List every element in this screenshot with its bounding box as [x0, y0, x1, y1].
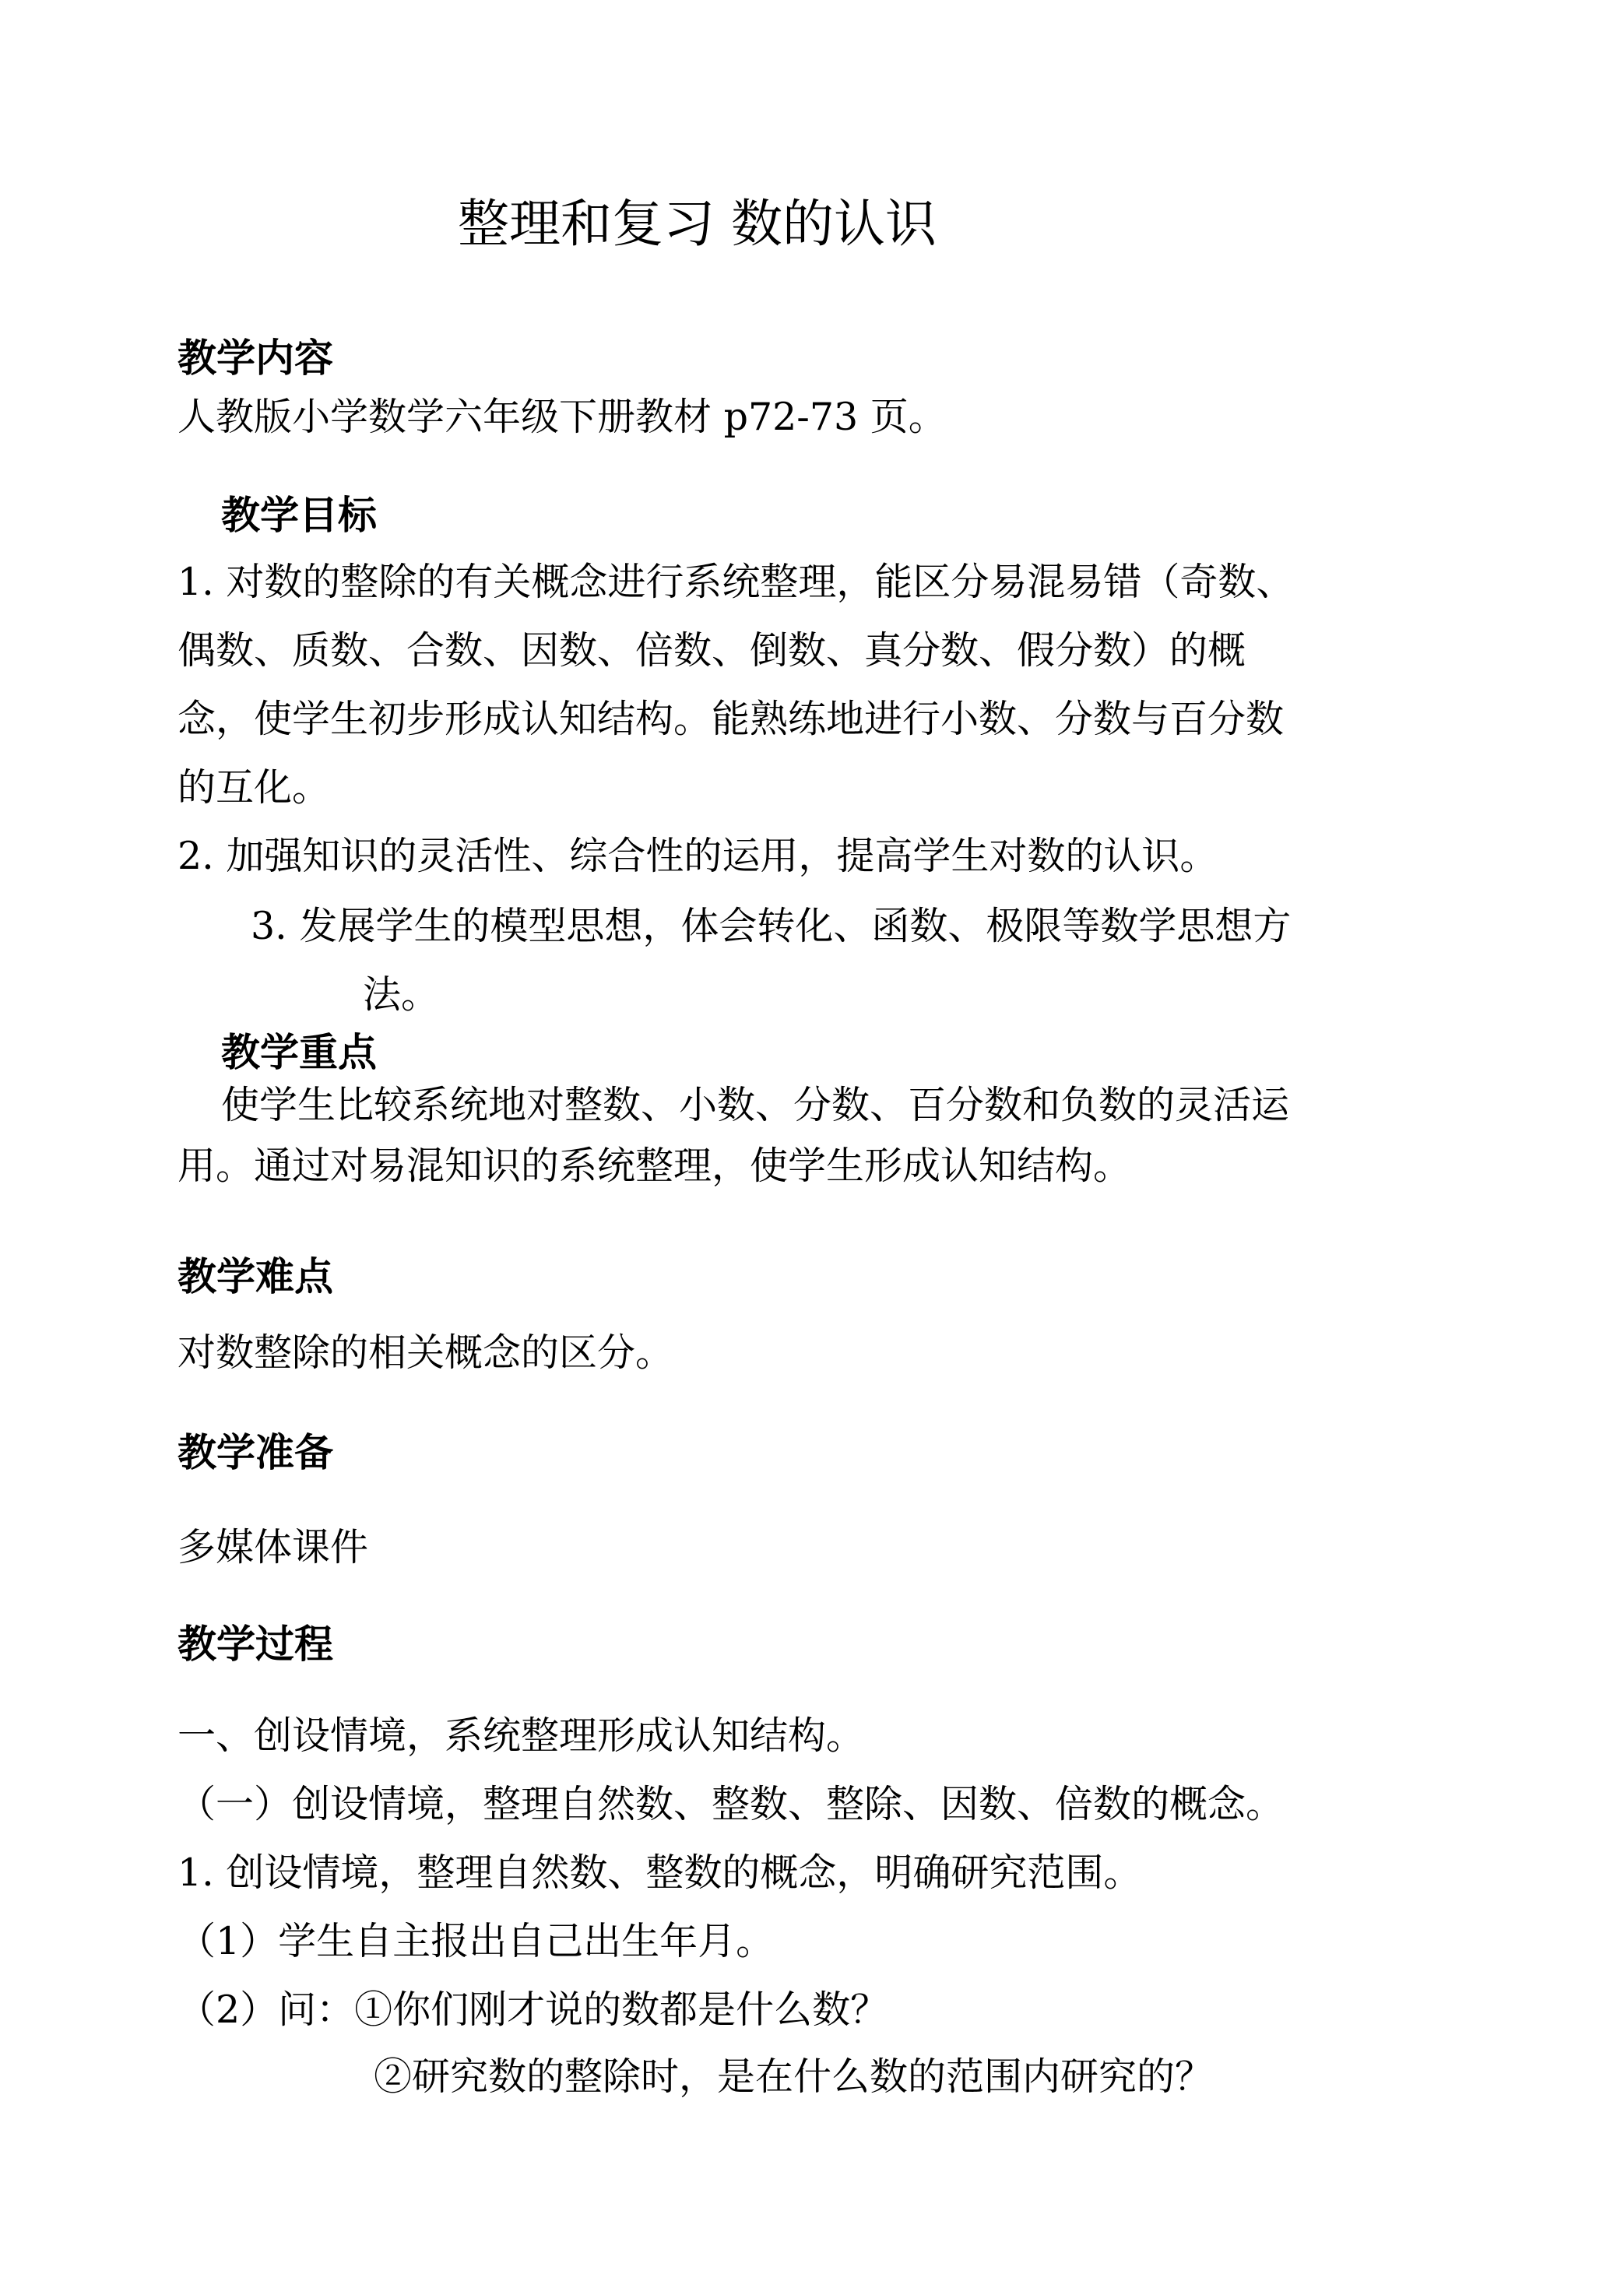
preparation-text: 多媒体课件: [178, 1525, 369, 1569]
difficulty-heading: 教学难点: [178, 1254, 333, 1299]
preparation-heading: 教学准备: [178, 1430, 333, 1475]
goal-3-line-2: 法。: [363, 972, 440, 1017]
focus-line-2: 用。通过对易混知识的系统整理，使学生形成认知结构。: [178, 1144, 1132, 1188]
content-text: 人教版小学数学六年级下册教材 p72-73 页。: [178, 395, 947, 439]
goal-1-line-1: 1. 对数的整除的有关概念进行系统整理，能区分易混易错（奇数、: [178, 560, 1295, 604]
focus-heading: 教学重点: [221, 1030, 377, 1075]
goal-3-line-1: 3. 发展学生的模型思想，体会转化、函数、极限等数学思想方: [251, 904, 1292, 948]
goal-1-line-4: 的互化。: [178, 765, 331, 810]
process-item-4: （1）学生自主报出自己出生年月。: [178, 1919, 775, 1963]
process-item-5: （2）问：①你们刚才说的数都是什么数？: [178, 1987, 889, 2032]
goals-heading: 教学目标: [221, 493, 377, 538]
process-item-1: 一、创设情境，系统整理形成认知结构。: [178, 1713, 865, 1758]
process-heading: 教学过程: [178, 1622, 333, 1667]
goal-1-line-2: 偶数、质数、合数、因数、倍数、倒数、真分数、假分数）的概: [178, 628, 1246, 673]
difficulty-text: 对数整除的相关概念的区分。: [178, 1330, 674, 1375]
process-item-6: ②研究数的整除时，是在什么数的范围内研究的？: [374, 2054, 1214, 2099]
process-item-3: 1. 创设情境，整理自然数、整数的概念，明确研究范围。: [178, 1850, 1142, 1895]
goal-2: 2. 加强知识的灵活性、综合性的运用，提高学生对数的认识。: [178, 834, 1218, 878]
goal-1-line-3: 念，使学生初步形成认知结构。能熟练地进行小数、分数与百分数: [178, 697, 1285, 741]
process-item-2: （一）创设情境，整理自然数、整数、整除、因数、倍数的概念。: [178, 1782, 1285, 1826]
document-title: 整理和复习 数的认识: [458, 194, 937, 254]
focus-line-1: 使学生比较系统地对整数、小数、分数、百分数和负数的灵活运: [221, 1083, 1290, 1127]
content-heading: 教学内容: [178, 336, 333, 381]
